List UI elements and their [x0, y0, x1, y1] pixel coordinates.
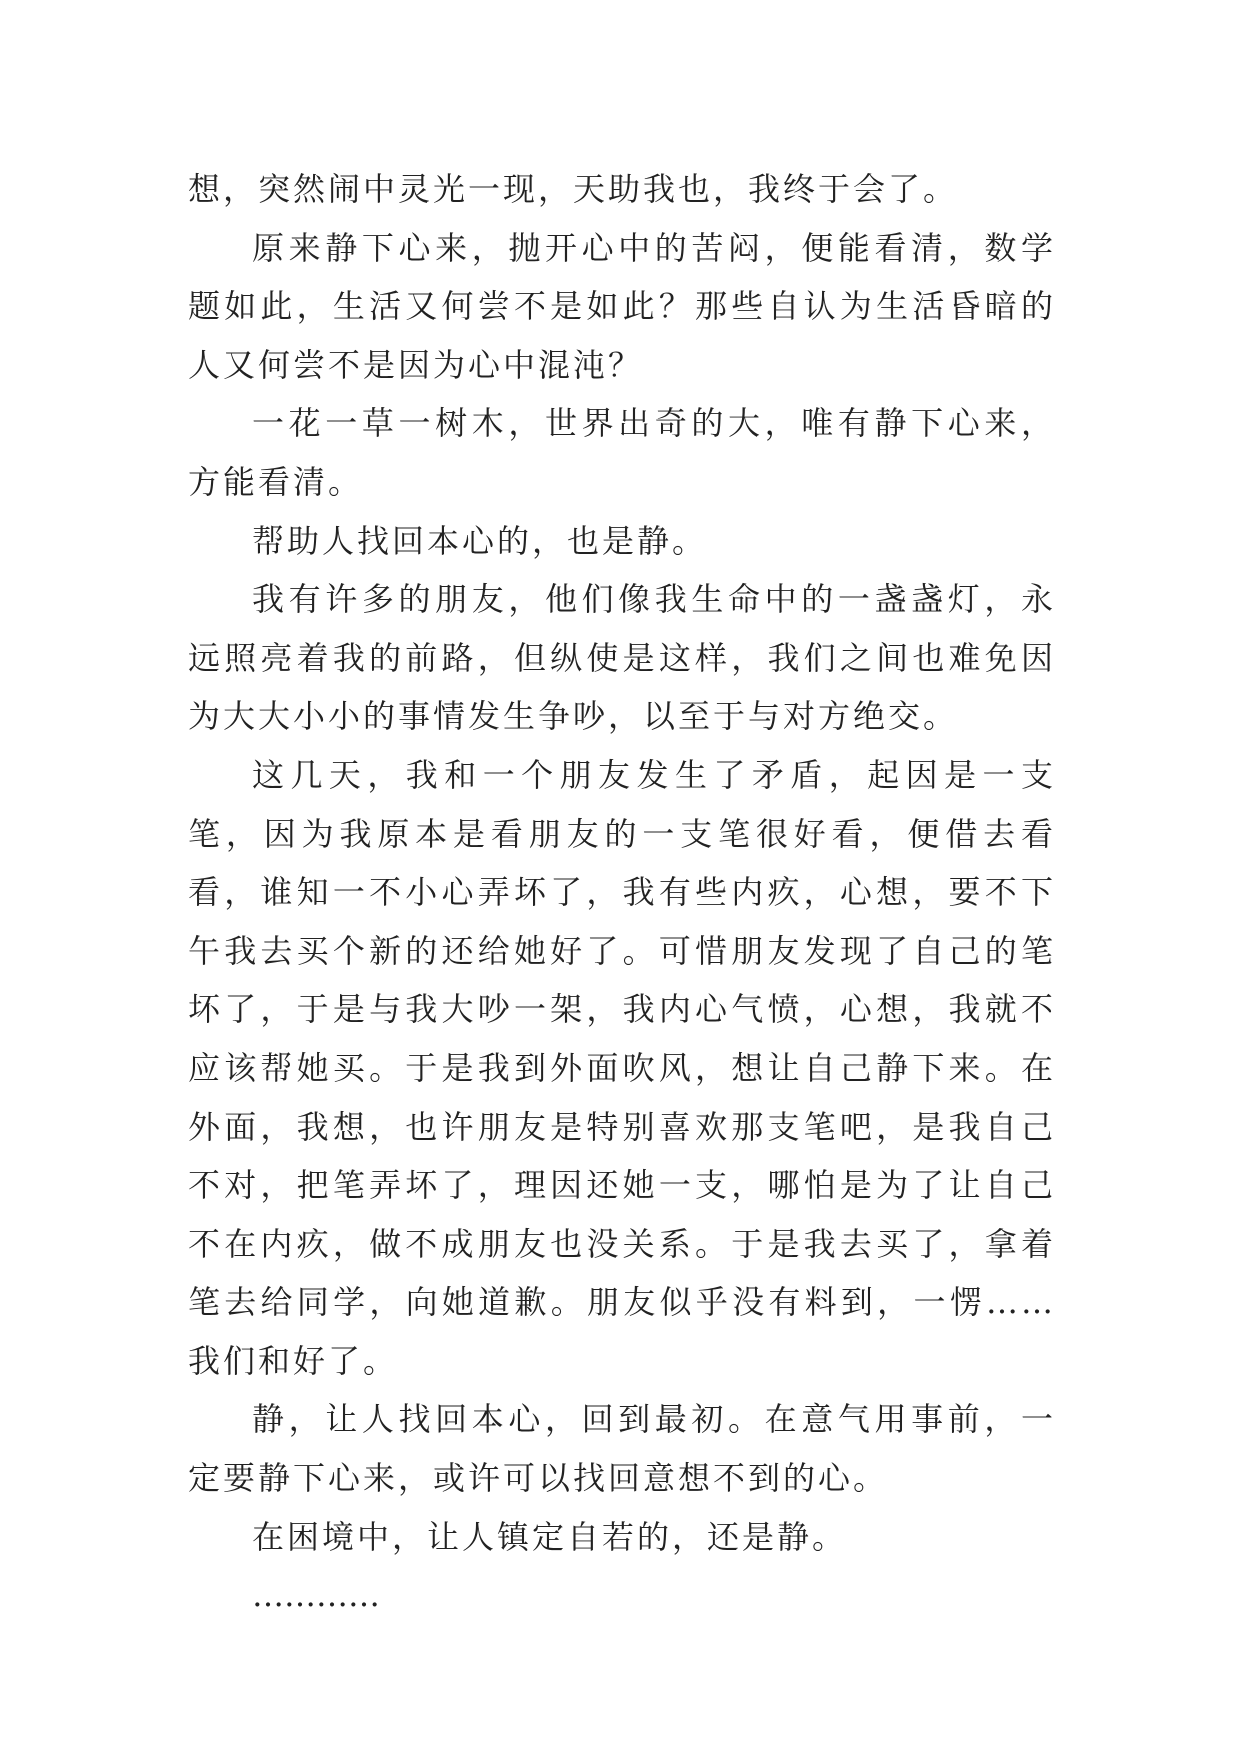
- paragraph-ellipsis: …………: [252, 1576, 380, 1615]
- paragraph-3: 一花一草一树木，世界出奇的大，唯有静下心来，方能看清。: [188, 404, 1056, 501]
- paragraph-2: 原来静下心来，抛开心中的苦闷，便能看清，数学题如此，生活又何尝不是如此？那些自认为生活昏暗的人又何尝不是因为心中混沌？: [188, 228, 1056, 384]
- document-body: [188, 160, 1056, 1625]
- paragraph-4: 帮助人找回本心的，也是静。: [252, 521, 708, 560]
- paragraph-7: 静，让人找回本心，回到最初。在意气用事前，一定要静下心来，或许可以找回意想不到的心。: [188, 1400, 1056, 1498]
- paragraph-1: 想，突然闹中灵光一现，天助我也，我终于会了。: [188, 170, 959, 208]
- paragraph-5: 我有许多的朋友，他们像我生命中的一盏盏灯，永远照亮着我的前路，但纵使是这样，我们之间也难免因为大大小小的事情发生争吵，以至于与对方绝交。: [188, 580, 1056, 736]
- paragraph-8: 在困境中，让人镇定自若的，还是静。: [252, 1517, 848, 1556]
- paragraph-6: 这几天，我和一个朋友发生了矛盾，起因是一支笔，因为我原本是看朋友的一支笔很好看，便借去看看，谁知一不小心弄坏了，我有些内疚，心想，要不下午我去买个新的还给她好了。可惜朋友发现了自己的笔坏了，于是与我大吵一架，我内心气愤，心想，我就不应该帮她买。于是我到外面吹风，想让自己静下来。在外面，我想，也许朋友是特别喜欢那支笔吧，是我自己不对，把笔弄坏了，理因还她一支，哪怕是为了让自己不在内疚，做不成朋友也没关系。于是我去买了，拿着笔去给同学，向她道歉。朋友似乎没有料到，一愣……我们和好了。: [188, 755, 1056, 1380]
